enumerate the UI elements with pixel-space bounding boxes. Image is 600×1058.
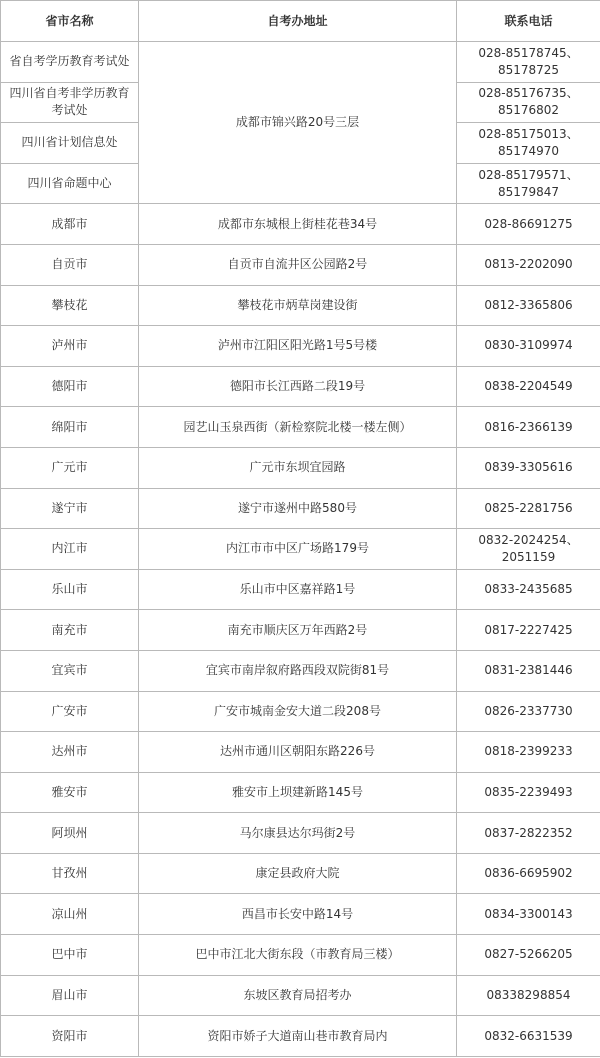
- row-address: 雅安市上坝建新路145号: [139, 772, 457, 813]
- table-row: [1, 569, 600, 610]
- row-name: 甘孜州: [1, 853, 139, 894]
- table-row: [1, 204, 600, 245]
- table-row: [1, 650, 600, 691]
- table-row: [1, 853, 600, 894]
- row-address: 德阳市长江西路二段19号: [139, 366, 457, 407]
- row-address: 达州市通川区朝阳东路226号: [139, 732, 457, 773]
- row-phone: 0833-2435685: [457, 569, 600, 610]
- table-row: [1, 42, 600, 83]
- table-row: [1, 529, 600, 570]
- row-address: 遂宁市遂州中路580号: [139, 488, 457, 529]
- table-row: [1, 975, 600, 1016]
- row-address: 乐山市中区嘉祥路1号: [139, 569, 457, 610]
- row-phone: 0825-2281756: [457, 488, 600, 529]
- row-phone: 0812-3365806: [457, 285, 600, 326]
- row-phone: 028-85179571、85179847: [457, 163, 600, 204]
- row-phone: 0837-2822352: [457, 813, 600, 854]
- row-phone: 028-86691275: [457, 204, 600, 245]
- row-address: 南充市顺庆区万年西路2号: [139, 610, 457, 651]
- table-row: [1, 244, 600, 285]
- table-row: [1, 326, 600, 367]
- row-name: 内江市: [1, 529, 139, 570]
- row-address: 东坡区教育局招考办: [139, 975, 457, 1016]
- row-phone: 0830-3109974: [457, 326, 600, 367]
- row-address: 康定县政府大院: [139, 853, 457, 894]
- row-phone: 0834-3300143: [457, 894, 600, 935]
- row-phone: 0826-2337730: [457, 691, 600, 732]
- row-address: 广安市城南金安大道二段208号: [139, 691, 457, 732]
- row-name: 泸州市: [1, 326, 139, 367]
- table-row: [1, 894, 600, 935]
- row-phone: 028-85175013、85174970: [457, 123, 600, 164]
- row-address: 宜宾市南岸叙府路西段双院街81号: [139, 650, 457, 691]
- row-name: 攀枝花: [1, 285, 139, 326]
- table-row: [1, 732, 600, 773]
- table-row: [1, 935, 600, 976]
- table-row: [1, 1016, 600, 1057]
- row-name: 成都市: [1, 204, 139, 245]
- row-address: 资阳市娇子大道南山巷市教育局内: [139, 1016, 457, 1057]
- header-name: 省市名称: [1, 1, 139, 42]
- header-address: 自考办地址: [139, 1, 457, 42]
- row-address: 西昌市长安中路14号: [139, 894, 457, 935]
- row-name: 绵阳市: [1, 407, 139, 448]
- table-row: [1, 488, 600, 529]
- row-name: 资阳市: [1, 1016, 139, 1057]
- table-body: [1, 42, 600, 1057]
- row-address: 园艺山玉泉西街（新检察院北楼一楼左侧）: [139, 407, 457, 448]
- row-address: 巴中市江北大街东段（市教育局三楼）: [139, 935, 457, 976]
- row-phone: 0816-2366139: [457, 407, 600, 448]
- row-name: 达州市: [1, 732, 139, 773]
- header-phone: 联系电话: [457, 1, 600, 42]
- row-phone: 0817-2227425: [457, 610, 600, 651]
- row-name: 阿坝州: [1, 813, 139, 854]
- row-phone: 0818-2399233: [457, 732, 600, 773]
- table-row: [1, 691, 600, 732]
- table-row: [1, 366, 600, 407]
- row-name: 四川省计划信息处: [1, 123, 139, 164]
- row-name: 宜宾市: [1, 650, 139, 691]
- row-address: 攀枝花市炳草岗建设街: [139, 285, 457, 326]
- table-row: [1, 447, 600, 488]
- row-name: 凉山州: [1, 894, 139, 935]
- row-name: 雅安市: [1, 772, 139, 813]
- row-name: 眉山市: [1, 975, 139, 1016]
- row-name: 南充市: [1, 610, 139, 651]
- row-phone: 08338298854: [457, 975, 600, 1016]
- row-phone: 0832-2024254、2051159: [457, 529, 600, 570]
- row-name: 四川省命题中心: [1, 163, 139, 204]
- table-row: [1, 610, 600, 651]
- row-phone: 0827-5266205: [457, 935, 600, 976]
- table-row: [1, 813, 600, 854]
- table-row: [1, 285, 600, 326]
- row-name: 巴中市: [1, 935, 139, 976]
- row-phone: 0836-6695902: [457, 853, 600, 894]
- row-phone: 0839-3305616: [457, 447, 600, 488]
- row-phone: 028-85178745、85178725: [457, 42, 600, 83]
- row-phone: 0831-2381446: [457, 650, 600, 691]
- row-name: 四川省自考非学历教育考试处: [1, 82, 139, 123]
- row-address: 内江市市中区广场路179号: [139, 529, 457, 570]
- row-name: 广安市: [1, 691, 139, 732]
- row-phone: 0832-6631539: [457, 1016, 600, 1057]
- table-row: [1, 407, 600, 448]
- row-name: 自贡市: [1, 244, 139, 285]
- row-name: 省自考学历教育考试处: [1, 42, 139, 83]
- row-name: 广元市: [1, 447, 139, 488]
- row-phone: 0835-2239493: [457, 772, 600, 813]
- row-phone: 0813-2202090: [457, 244, 600, 285]
- row-address: 成都市东城根上街桂花巷34号: [139, 204, 457, 245]
- row-name: 乐山市: [1, 569, 139, 610]
- row-address: 马尔康县达尔玛街2号: [139, 813, 457, 854]
- table-row: [1, 772, 600, 813]
- row-address: 广元市东坝宜园路: [139, 447, 457, 488]
- shared-address: 成都市锦兴路20号三层: [139, 42, 457, 204]
- row-phone: 0838-2204549: [457, 366, 600, 407]
- row-phone: 028-85176735、85176802: [457, 82, 600, 123]
- row-name: 遂宁市: [1, 488, 139, 529]
- row-name: 德阳市: [1, 366, 139, 407]
- row-address: 自贡市自流井区公园路2号: [139, 244, 457, 285]
- row-address: 泸州市江阳区阳光路1号5号楼: [139, 326, 457, 367]
- table-header-row: [1, 1, 600, 42]
